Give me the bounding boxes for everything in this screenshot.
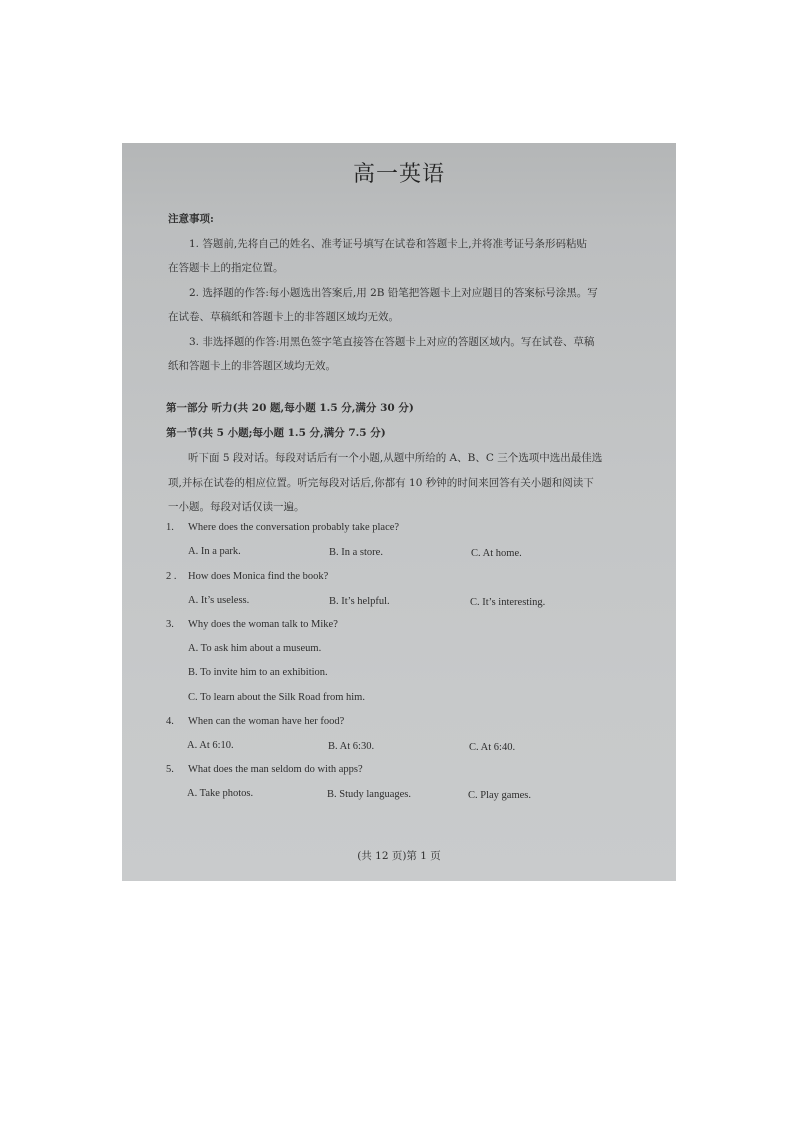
notice-item-1-line-2: 在答题卡上的指定位置。 <box>168 262 284 274</box>
option-a: A. At 6:10. <box>187 740 234 751</box>
notice-item-2-line-1: 2. 选择题的作答:每小题选出答案后,用 2B 铅笔把答题卡上对应题目的答案标号涂黑。写 <box>189 287 598 299</box>
exam-page <box>122 143 676 881</box>
option-b: B. In a store. <box>329 547 383 558</box>
option-b: B. Study languages. <box>327 789 411 800</box>
question-number: 2 . <box>166 571 177 582</box>
notice-item-2-line-2: 在试卷、草稿纸和答题卡上的非答题区域均无效。 <box>168 311 399 323</box>
option-c: C. At home. <box>471 548 522 559</box>
question-text: When can the woman have her food? <box>188 716 345 727</box>
part-1-heading: 第一部分 听力(共 20 题,每小题 1.5 分,满分 30 分) <box>166 402 414 414</box>
option-b: B. At 6:30. <box>328 741 375 752</box>
notice-heading: 注意事项: <box>168 213 214 225</box>
section-1-heading: 第一节(共 5 小题;每小题 1.5 分,满分 7.5 分) <box>166 427 386 439</box>
instructions-line-2: 项,并标在试卷的相应位置。听完每段对话后,你都有 10 秒钟的时间来回答有关小题和阅读下 <box>168 477 594 489</box>
option-a: A. Take photos. <box>187 788 254 799</box>
option-c: C. Play games. <box>468 790 531 801</box>
question-number: 4. <box>166 716 174 727</box>
instructions-line-3: 一小题。每段对话仅读一遍。 <box>168 501 305 513</box>
page-footer: (共 12 页)第 1 页 <box>357 850 441 862</box>
option-a: A. In a park. <box>188 546 241 557</box>
question-text: What does the man seldom do with apps? <box>188 764 363 775</box>
option-c: C. It’s interesting. <box>470 597 546 608</box>
notice-item-3-line-2: 纸和答题卡上的非答题区域均无效。 <box>168 360 336 372</box>
option-b: B. It’s helpful. <box>329 596 390 607</box>
page-title: 高一英语 <box>352 162 445 187</box>
question-text: Why does the woman talk to Mike? <box>188 619 338 630</box>
option-c: C. To learn about the Silk Road from him. <box>188 692 365 703</box>
option-c: C. At 6:40. <box>469 742 516 753</box>
question-text: Where does the conversation probably take place? <box>188 522 400 533</box>
question-text: How does Monica find the book? <box>188 571 329 582</box>
option-b: B. To invite him to an exhibition. <box>188 667 328 678</box>
question-number: 3. <box>166 619 174 630</box>
question-number: 5. <box>166 764 174 775</box>
instructions-line-1: 听下面 5 段对话。每段对话后有一个小题,从题中所给的 A、B、C 三个选项中选出最佳选 <box>188 452 603 464</box>
notice-item-1-line-1: 1. 答题前,先将自己的姓名、准考证号填写在试卷和答题卡上,并将准考证号条形码粘贴 <box>189 238 588 250</box>
option-a: A. It’s useless. <box>188 595 250 606</box>
question-number: 1. <box>166 522 174 533</box>
option-a: A. To ask him about a museum. <box>188 643 322 654</box>
notice-item-3-line-1: 3. 非选择题的作答:用黑色签字笔直接答在答题卡上对应的答题区域内。写在试卷、草稿 <box>189 336 595 348</box>
